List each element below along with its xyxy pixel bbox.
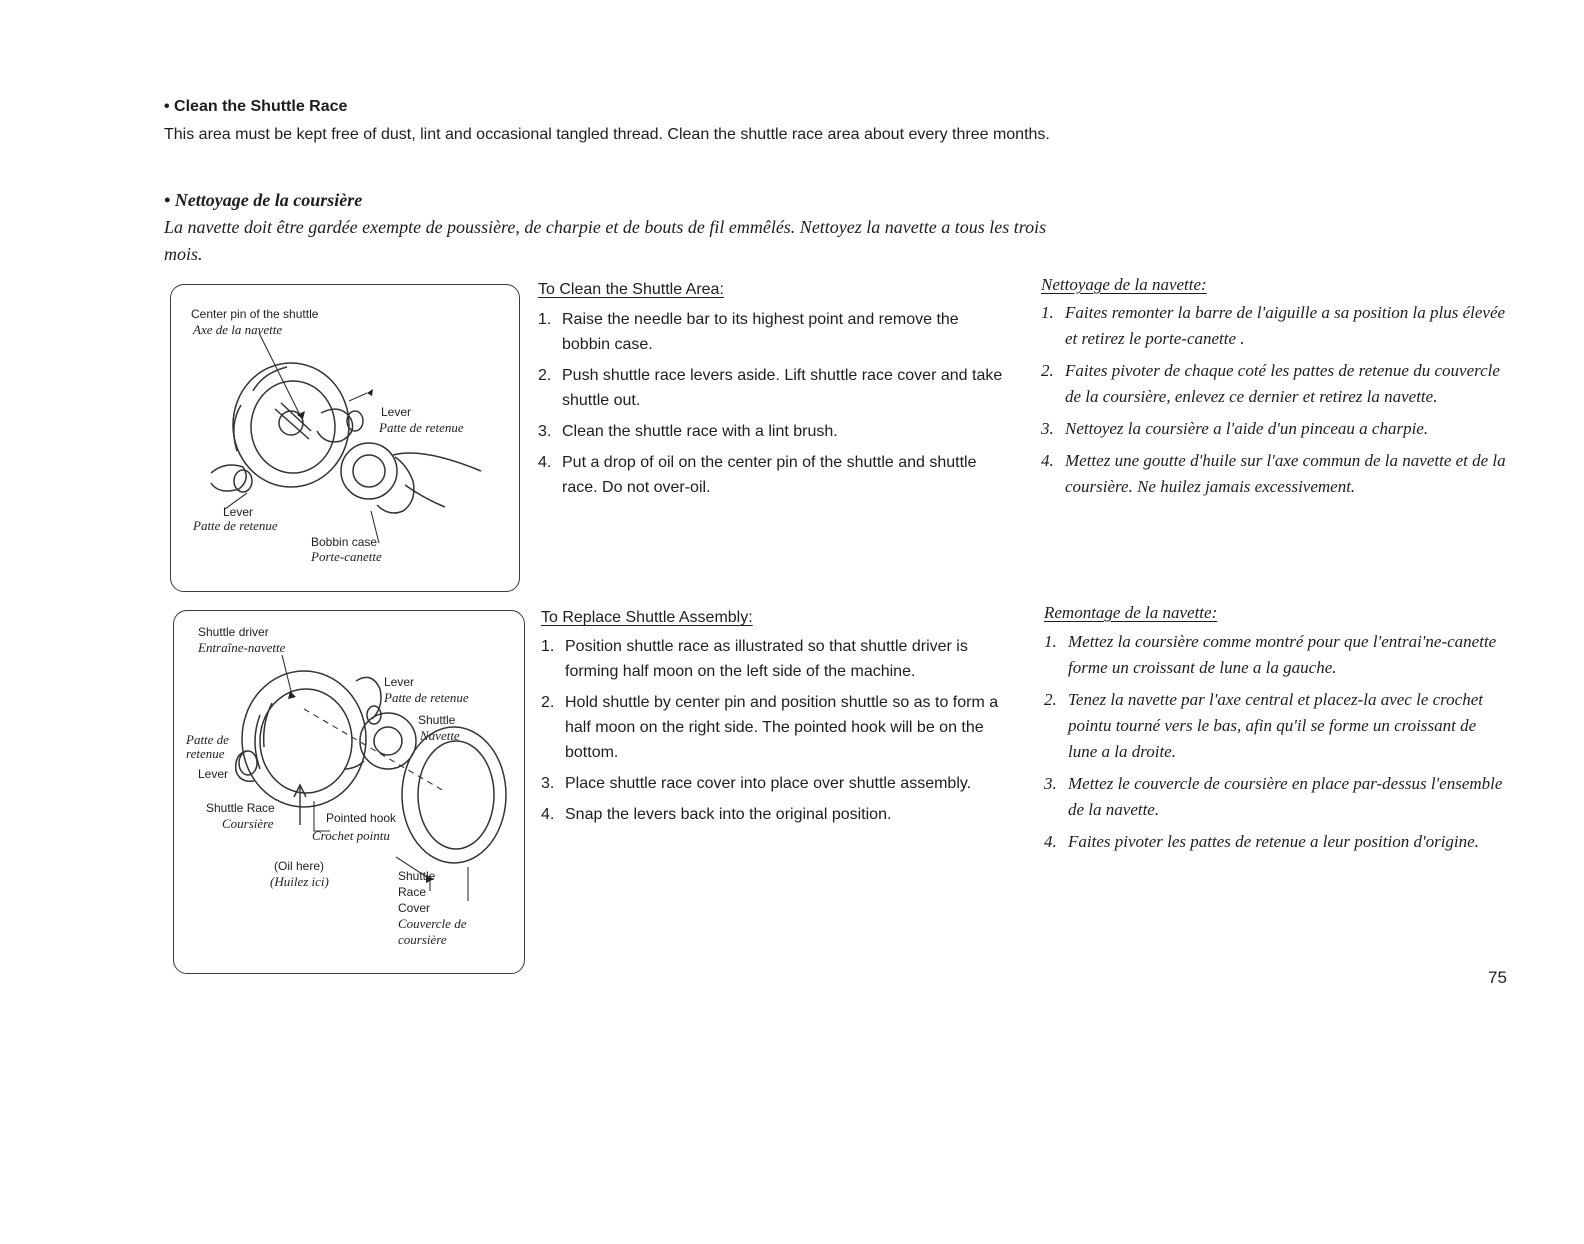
label-cover-fr-2: coursière bbox=[398, 932, 447, 947]
list-item: 3. Nettoyez la coursière a l'aide d'un pinceau a charpie. bbox=[1041, 419, 1429, 438]
clean-steps-fr bbox=[1041, 300, 1507, 506]
label-oil-en: (Oil here) bbox=[274, 859, 325, 873]
label-cover-en-3: Cover bbox=[398, 901, 431, 915]
label-lever-right-en: Lever bbox=[381, 405, 412, 419]
list-item: 4. Put a drop of oil on the center pin of the shuttle and shuttle race. Do not over-oil. bbox=[538, 454, 977, 496]
label-race-en: Shuttle Race bbox=[206, 801, 275, 815]
replace-steps-en bbox=[541, 634, 1007, 833]
shuttle-assembly-illustration bbox=[174, 611, 524, 973]
clean-steps-en bbox=[538, 307, 1004, 506]
label-lever-right-fr: Patte de retenue bbox=[384, 690, 469, 705]
replace-title-en: To Replace Shuttle Assembly: bbox=[541, 609, 753, 626]
label-lever-right-fr: Patte de retenue bbox=[379, 420, 464, 435]
list-item: 3. Place shuttle race cover into place over shuttle assembly. bbox=[541, 775, 972, 792]
replace-steps-fr bbox=[1044, 629, 1506, 861]
label-center-pin-fr: Axe de la navette bbox=[193, 322, 283, 337]
list-item: 4. Snap the levers back into the original position. bbox=[541, 806, 892, 823]
page-number: 75 bbox=[1488, 968, 1507, 987]
list-item: 2. Tenez la navette par l'axe central et placez-la avec le crochet pointu tourné vers le bas, afin qu'il se forme un croissant de lune a la droite. bbox=[1044, 690, 1483, 761]
list-item: 4. Faites pivoter les pattes de retenue a leur position d'origine. bbox=[1044, 832, 1479, 851]
list-item: 3. Clean the shuttle race with a lint brush. bbox=[538, 423, 838, 440]
label-lever-left-en: Lever bbox=[198, 767, 229, 781]
label-lever-left-fr: Patte de retenue bbox=[186, 732, 229, 761]
label-shuttle-en: Shuttle bbox=[418, 713, 456, 727]
label-cover-fr-1: Couvercle de bbox=[398, 916, 467, 931]
figure-clean-shuttle bbox=[170, 284, 520, 592]
label-cover-en-2: Race bbox=[398, 885, 427, 899]
list-item: 1. Position shuttle race as illustrated so that shuttle driver is forming half moon on the left side of the machine. bbox=[541, 638, 968, 680]
list-item: 1. Faites remonter la barre de l'aiguille a sa position la plus élevée et retirez le porte-canette . bbox=[1041, 303, 1506, 348]
clean-title-fr: Nettoyage de la navette: bbox=[1041, 275, 1207, 294]
label-lever-left-fr: Patte de retenue bbox=[193, 518, 278, 533]
label-hook-en: Pointed hook bbox=[326, 811, 397, 825]
label-bobbin-fr: Porte-canette bbox=[311, 549, 382, 564]
list-item: 1. Mettez la coursière comme montré pour que l'entrai'ne-canette forme un croissant de lune a la gauche. bbox=[1044, 632, 1497, 677]
clean-title-en: To Clean the Shuttle Area: bbox=[538, 281, 724, 298]
list-item: 3. Mettez le couvercle de coursière en place par-dessus l'ensemble de la navette. bbox=[1044, 774, 1503, 819]
list-item: 2. Hold shuttle by center pin and position shuttle so as to form a half moon on the right side. The pointed hook will be on the bottom. bbox=[541, 694, 999, 761]
list-item: 4. Mettez une goutte d'huile sur l'axe commun de la navette et de la coursière. Ne huilez jamais excessivement. bbox=[1041, 451, 1506, 496]
label-lever-left-en: Lever bbox=[223, 505, 254, 519]
list-item: 2. Faites pivoter de chaque coté les pattes de retenue du couvercle de la coursière, enlevez ce dernier et retirez la navette. bbox=[1041, 361, 1500, 406]
list-item: 1. Raise the needle bar to its highest point and remove the bobbin case. bbox=[538, 311, 959, 353]
figure-replace-shuttle bbox=[173, 610, 525, 974]
label-hook-fr: Crochet pointu bbox=[312, 828, 390, 843]
label-center-pin-en: Center pin of the shuttle bbox=[191, 307, 319, 321]
replace-title-fr: Remontage de la navette: bbox=[1044, 603, 1218, 622]
label-driver-en: Shuttle driver bbox=[198, 625, 269, 639]
label-lever-right-en: Lever bbox=[384, 675, 415, 689]
section-intro-fr: La navette doit être gardée exempte de poussière, de charpie et de bouts de fil emmêlés. Nettoyez la navette a tous les trois mois. bbox=[164, 217, 1047, 264]
label-race-fr: Coursière bbox=[222, 816, 274, 831]
section-intro-en: This area must be kept free of dust, lint and occasional tangled thread. Clean the shuttle race area about every three months. bbox=[164, 126, 1050, 143]
label-cover-en-1: Shuttle bbox=[398, 869, 436, 883]
section-title-en: • Clean the Shuttle Race bbox=[164, 98, 348, 115]
list-item: 2. Push shuttle race levers aside. Lift shuttle race cover and take shuttle out. bbox=[538, 367, 1003, 409]
section-title-fr: • Nettoyage de la coursière bbox=[164, 190, 363, 210]
label-shuttle-fr: Navette bbox=[420, 728, 460, 743]
label-bobbin-en: Bobbin case bbox=[311, 535, 378, 549]
label-oil-fr: (Huilez ici) bbox=[270, 874, 329, 889]
label-driver-fr: Entraîne-navette bbox=[198, 640, 286, 655]
